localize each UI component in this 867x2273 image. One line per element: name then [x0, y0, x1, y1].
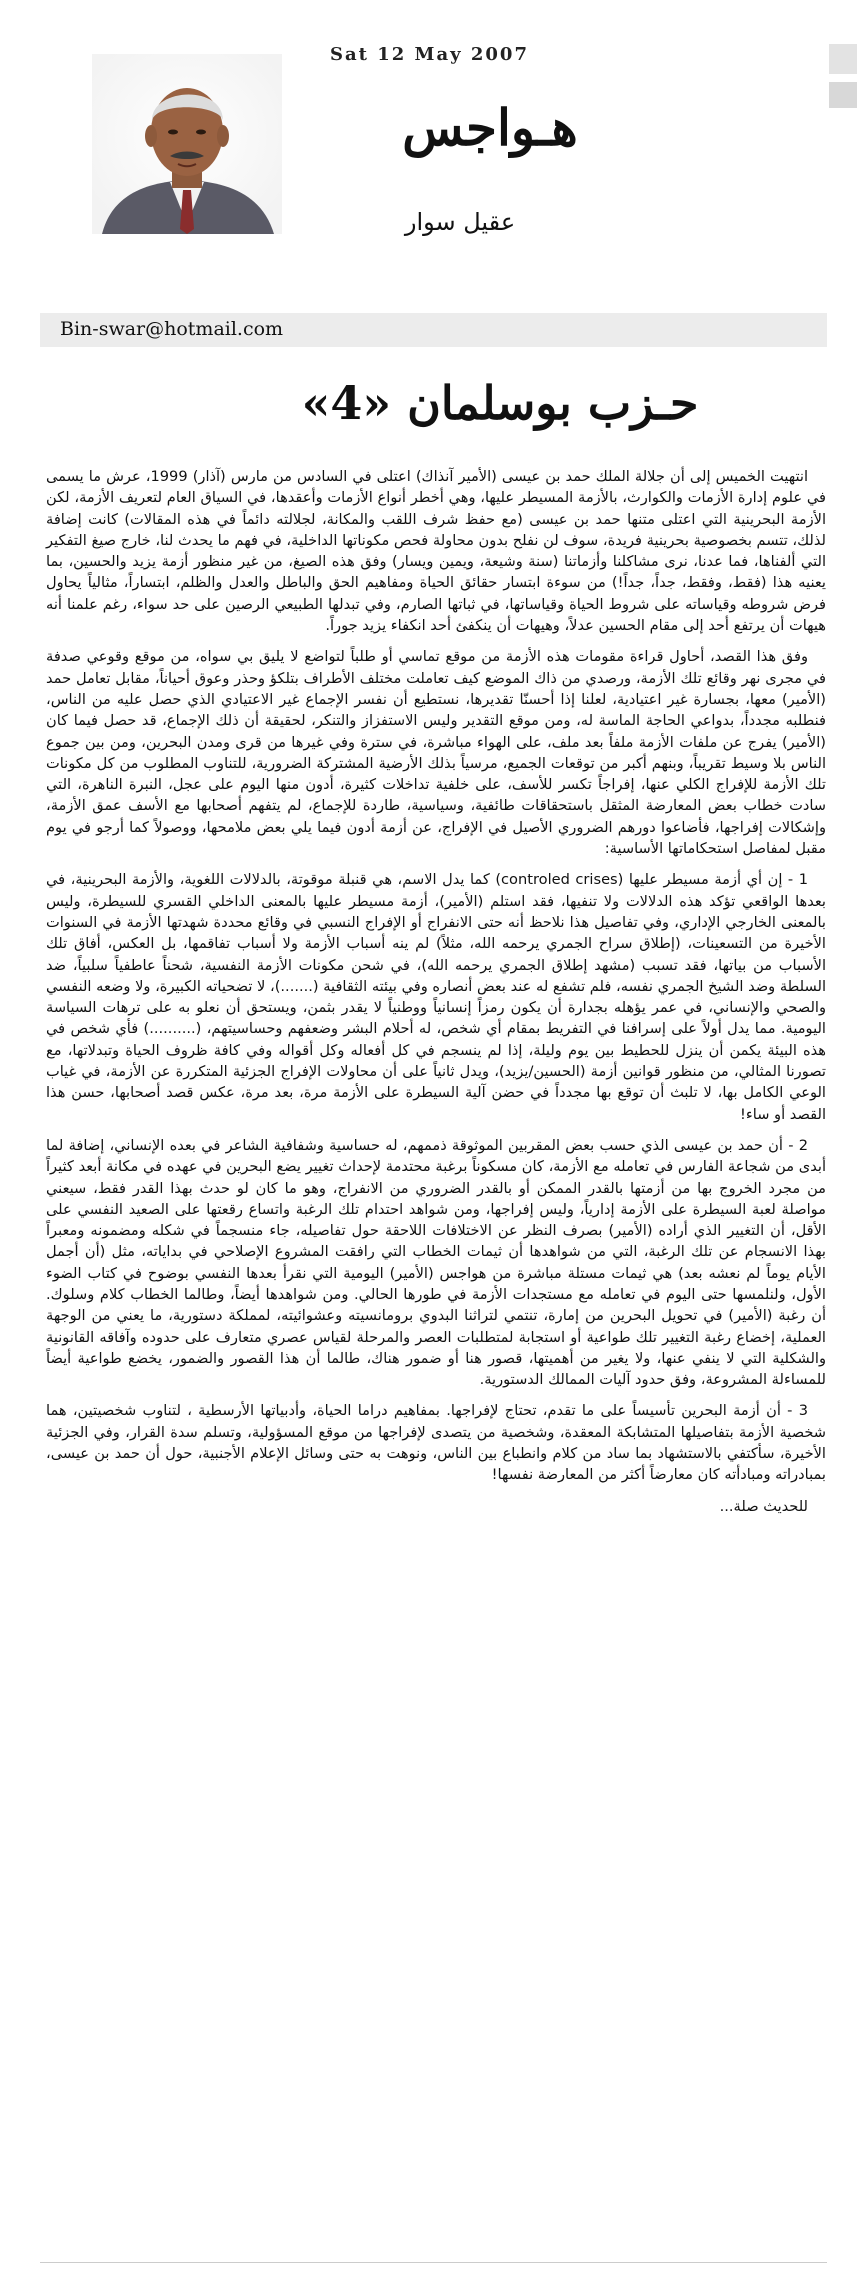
column-title: هـواجس	[402, 98, 578, 157]
article-headline: حـزب بوسلمان «4»	[301, 376, 699, 430]
scroll-thumb[interactable]	[829, 82, 857, 108]
article-paragraph: 2 - أن حمد بن عيسى الذي حسب بعض المقربين الموثوقة ذممهم، له حساسية وشفافية الشاعر في بعده الإنساني، إضافة لما أبدى من شجاعة الفارس في تعامله مع الأزمة، كان مسكوناً برغبة محتدمة لإحداث تغيير يضع البحرين في عهده في مكانة أبعد كثيراً من مجرد الخروج بها من أزمتها بالقدر الممكن أو بالقدر الضروري من الانفراج، وهو ما كان لو حدث بهذا القدر فقط، سيعني مواصلة لعبة السيطرة على الأزمة إدارياً، وليس إفراجها، ومن شواهد احتدام تلك الرغبة واتساع رقعتها على الصعيد النفسي على الأقل، أن التغيير الذي أراده (الأمير) بصرف النظر عن الاختلافات اللاحقة حول تفاصيله، جاء منسجماً في شكله ومضمونه ومعبراً بهذا الانسجام عن تلك الرغبة، التي من شواهدها أن ثيمات الخطاب التي رافقت المشروع الإصلاحي في بداياته، مثل (أن أجمل الأيام يوماً لم نعشه بعد) هي ثيمات مستلة مباشرة من هواجس (الأمير) اليومية التي نقرأ بعدها النفسي بوضوح في كتاب الضوء الأول، ولنلمسها حتى اليوم في تعامله مع مستجدات الأزمة في طورها الحالي. ومن شواهدها أيضاً، وطالما الخطاب كلام وسلوك. أن رغبة (الأمير) في تحويل البحرين من إمارة، تنتمي لتراثنا البدوي برومانسيته وعشوائيته، لمملكة دستورية، ما يعني من الوجهة العملية، إخضاع رغبة التغيير تلك طواعية أو استجابة لمتطلبات العصر والمرحلة لقياس عصري متعارف على حدوده وآفاقه القانونية والشكلية التي لا ينفي عنها، ولا يغير من أهميتها، قصور هنا أو ضمور هناك، طالما أن هذا القصور والضمور، يخضع طواعية أيضاً للمساءلة المشروعة، وفق حدود آليات الممالك الدستورية.	[46, 1136, 826, 1389]
article-paragraph: 1 - إن أي أزمة مسيطر عليها (controled crises) كما يدل الاسم، هي قنبلة موقوتة، بالدلالات اللغوية، والأزمة البحرينية، في بعدها الواقعي تؤكد هذه الدلالات ولا تنفيها، فقد استلم (الأمير)، أزمة مسيطر عليها بالمعنى الداخلي القسري للسيطرة، وليس بالمعنى الخارجي الإداري، وفي تفاصيل هذا نلاحظ أنه حتى الانفراج أو الإفراج النسبي في وقائع محددة شهدتها الأزمة في السنوات الأخيرة من التسعينات، (إطلاق سراح الجمري يرحمه الله، مثلاً) لم ينه أسباب الأزمة ولا أسباب تفاقمها، بل العكس، أفاق تلك الأسباب من بياتها، فقد تسبب (مشهد إطلاق الجمري يرحمه الله)، في شحن مكونات الأزمة النفسية، شحناً عاطفياً سلبياً، ضد السلطة وضد الشيخ الجمري نفسه، فلم تشفع له عند بعض أنصاره وفي بيئته الثقافية (.......)، لا تضحياته الكبيرة، ولا وضعه النفسي والصحي والإنساني، في عمر يؤهله بجدارة أن يكون رمزاً إنسانياً ووطنياً لا يقدر بثمن، ويستحق أن نعلو به على ترهات السياسة اليومية. مما يدل أولاً على إسرافنا في التفريط بمقام أي شخص، له أحلام البشر وضعفهم وحساسيتهم، (..........) فأي شخص في هذه البيئة يكمن أن ينزل للحطيط بين يوم وليلة، إذا لم ينسجم في كل أفعاله وكل أقواله وفي كافة ظروف الحياة وتبدلاتها، مع تصورنا المثالي، من منظور قوانين أزمة (الحسين/يزيد)، ويدل ثانياً على أن محاولات الإفراج الجزئية المتكررة عن الأزمة، في غياب الوعي الكامل بها، لا تلبث أن توقع بها مجدداً في حضن آلية السيطرة على الأزمة مرة، بعد مرة، عكس قصد أصحابها، حسن هذا القصد أو ساء!	[46, 871, 826, 1123]
email-bar	[40, 313, 827, 347]
publication-date: Sat 12 May 2007	[330, 44, 529, 65]
article-paragraph: انتهيت الخميس إلى أن جلالة الملك حمد بن عيسى (الأمير آنذاك) اعتلى في السادس من مارس (آذار) 1999، عرش ما يسمى في علوم إدارة الأزمات والكوارث، بالأزمة المسيطر عليها، وهي أخطر أنواع الأزمات وأعقدها، في السياق العام لتعريف الأزمة، لكن الأزمة البحرينية التي اعتلى متنها حمد بن عيسى (مع حفظ شرف اللقب والمكانة، لجلالته دائماً في هذه المقالات) كانت إضافة لذلك، تتسم بخصوصية بحرينية فريدة، سوف لن نفلح بدون محاولة فحص مكوناتها الداخلية، في فهم ما يحدث لنا، خارج صيغ التفكير التي ألفناها، فما عدنا، نرى مشاكلنا وأزماتنا (سنة وشيعة، ويمين ويسار) وفق هذه الصيغ، من غير منظور أزمة يزيد والحسين، بما يعنيه هذا (فقط، وفقط، جداً، جداً!) من سوءة ابتسار حقائق الحياة ومفاهيم الحق والباطل والعدل والظلم، ابتساراً، مثالياً يحاول فرض شروطه وقياساته على شروط الحياة وقياساتها، في ثباتها الصارم، وفي تبدلها الطبيعي الرصين على حد سواء، رغم علمنا أنه هيهات أن يرتفع أحد إلى مقام الحسين عدلاً، وهيهات أن ينكفئ أحد انكفاء يزيد جوراً.	[46, 468, 826, 635]
article-body	[46, 466, 826, 1517]
author-photo	[92, 54, 282, 234]
article-closing: للحديث صلة...	[719, 1497, 808, 1515]
author-email-link[interactable]: Bin-swar@hotmail.com	[60, 318, 284, 340]
author-name: عقيل سوار	[404, 208, 516, 236]
scrollbar[interactable]	[827, 0, 867, 2273]
scroll-up-button[interactable]	[829, 44, 857, 74]
author-portrait-image	[92, 54, 282, 234]
article-paragraph: وفق هذا القصد، أحاول قراءة مقومات هذه الأزمة من موقع تماسي أو طلباً لتواضع لا يليق بي سواه، من موقع وقوعي صدفة في مجرى نهر وقائع تلك الأزمة، ورصدي من ذاك الموضع كيف تعاملت مختلف الأطراف بتلكؤ وحذر وعوق أحياناً، مقابل تعامل حمد (الأمير) معها، بجسارة غير اعتيادية، لعلنا إذا أحسنّا تقديرها، نستطيع أن نفسر الإجماع غير الاعتيادي الذي حصل عليه من الناس، فنطلبه مجدداً، بدواعي الحاجة الماسة له، ومن موقع التقدير وليس الاستفزاز والتنكر، لحقيقة أن ذلك الإجماع، قد حصل فيما كان (الأمير) يفرج عن ملفات الأزمة ملفاً بعد ملف، على الهواء مباشرة، في سترة وفي غيرها من قرى ومدن البحرين، ومن بين جموع الناس بلا وسيط تقريباً، وبنهم أكبر من توقعات الجميع، مرسياً بذلك الأرضية المشتركة الضرورية، للتناوب المطلوب من كل مكونات تلك الأزمة للإفراج الكلي عنها، إفراجاً تكسر للأسف، على خلفية تداخلات كثيرة، أدون منها اليوم على عجل، النبرة الناهرة، التي سادت خطاب بعض المعارضة المثقل باستحقاقات طائفية، وسياسية، طاردة للإجماع، لم يتفهم أصحابها مع الأسف عمق الأزمة، وإشكالات إفراجها، فأضاعوا دورهم الضروري الأصيل في الإفراج، عن أزمة أدون فيما يلي بعض ملامحها، ووصولاً كما أرجو في يوم مقبل لمفاصل استحكاماتها الأساسية:	[46, 648, 826, 858]
article-paragraph: 3 - أن أزمة البحرين تأسيساً على ما تقدم، تحتاج لإفراجها. بمفاهيم دراما الحياة، وأدبياتها الأرسطية ، لتناوب شخصيتين، هما شخصية الأزمة بتفاصيلها المتشابكة المعقدة، وشخصية من يتصدى لإفراجها من موقع المسؤولية، وتسلم سدة القرار، وفي الجزئية الأخيرة، سأكتفي بالاستشهاد بما ساد من كلام وانطباع بين الناس، ونوهت به حتى وسائل الإعلام الأجنبية، حول أن حمد بن عيسى، بمبادراته ومبادأته كان معارضاً أكثر من المعارضة نفسها!	[46, 1402, 826, 1484]
bottom-divider	[40, 2262, 827, 2263]
